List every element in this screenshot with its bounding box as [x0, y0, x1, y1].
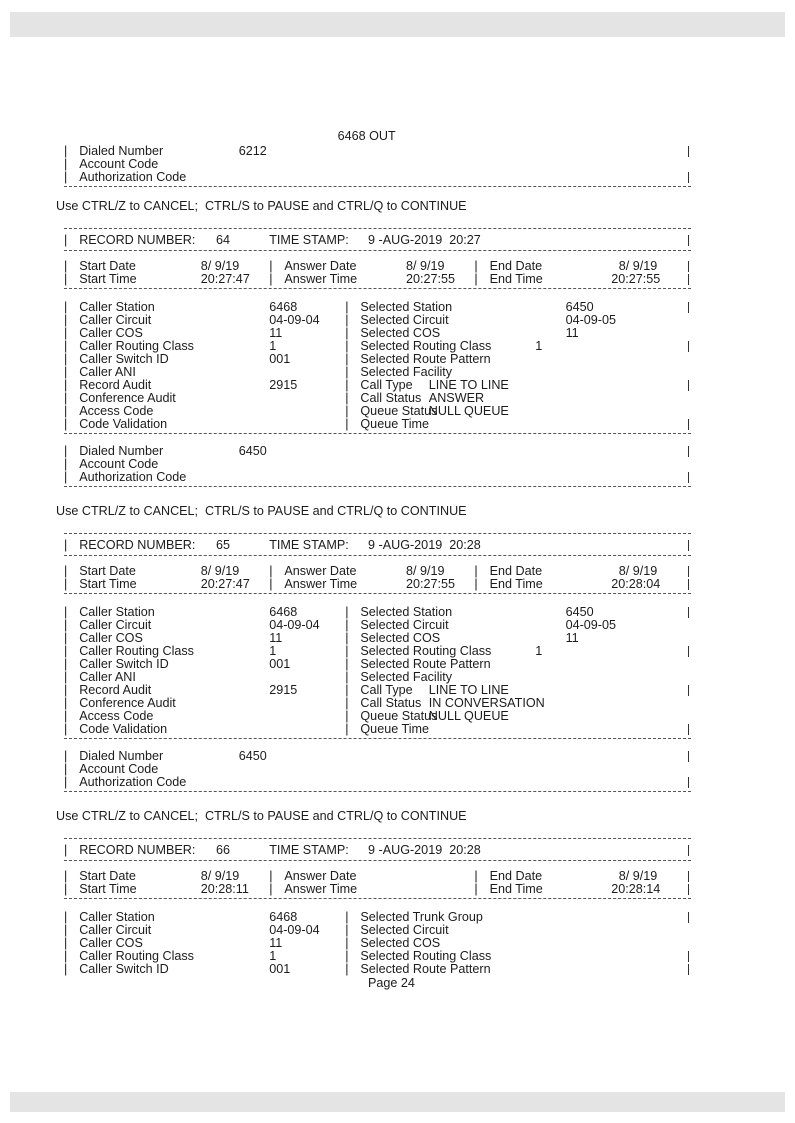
selected-field-label: Selected Route Pattern — [360, 657, 491, 671]
answer-time-value: 20:27:55 — [406, 577, 456, 591]
border-pipe: | — [64, 775, 68, 789]
dashed-separator — [64, 250, 691, 251]
dashed-separator — [64, 555, 691, 556]
border-pipe: | — [345, 696, 349, 710]
selected-field-value: 11 — [565, 326, 579, 340]
border-pipe: | — [64, 339, 68, 353]
end-time-value: 20:28:14 — [611, 882, 661, 896]
end-time-value: 20:28:04 — [611, 577, 661, 591]
border-pipe: | — [64, 457, 68, 471]
border-pipe: | — [345, 339, 349, 353]
end-date-value: 8/ 9/19 — [618, 259, 658, 273]
selected-field-value: 04-09-05 — [565, 313, 617, 327]
record-number-label: RECORD NUMBER: — [79, 538, 196, 552]
selected-field-label: Queue Time — [360, 722, 429, 736]
selected-field-value: NULL QUEUE — [428, 404, 509, 418]
border-pipe — [688, 380, 689, 391]
end-date-label: End Date — [489, 564, 543, 578]
selected-field-value: LINE TO LINE — [428, 378, 509, 392]
border-pipe: | — [269, 577, 273, 591]
end-time-label: End Time — [489, 577, 543, 591]
caller-field-value: 04-09-04 — [269, 618, 320, 632]
border-pipe: | — [345, 936, 349, 950]
dashed-separator — [64, 288, 691, 289]
border-pipe: | — [345, 722, 349, 736]
caller-field-label: Caller ANI — [79, 365, 136, 379]
border-pipe: | — [64, 869, 68, 883]
border-pipe — [688, 419, 689, 430]
dialed-number-label: Dialed Number — [79, 444, 164, 458]
record-number-value: 66 — [216, 843, 231, 857]
border-pipe: | — [474, 882, 478, 896]
end-date-label: End Date — [489, 869, 543, 883]
border-pipe — [688, 579, 689, 590]
record-number-value: 64 — [216, 233, 231, 247]
selected-field-value: NULL QUEUE — [428, 709, 509, 723]
timestamp-value: 9 -AUG-2019 20:27 — [368, 233, 481, 247]
border-pipe: | — [345, 683, 349, 697]
end-date-value: 8/ 9/19 — [618, 564, 658, 578]
border-pipe: | — [64, 882, 68, 896]
selected-field-label: Selected Route Pattern — [360, 352, 491, 366]
selected-field-label: Queue Status — [360, 404, 438, 418]
border-pipe: | — [345, 300, 349, 314]
selected-field-label: Call Type — [360, 378, 413, 392]
border-pipe — [688, 274, 689, 285]
start-time-label: Start Time — [79, 272, 137, 286]
selected-field-label: Selected Facility — [360, 365, 453, 379]
selected-field-label: Selected Routing Class — [360, 339, 492, 353]
border-pipe: | — [345, 631, 349, 645]
authorization-code-label: Authorization Code — [79, 470, 187, 484]
start-time-value: 20:27:47 — [200, 272, 250, 286]
caller-field-value: 1 — [269, 339, 277, 353]
answer-time-label: Answer Time — [284, 577, 358, 591]
border-pipe: | — [64, 577, 68, 591]
border-pipe: | — [64, 157, 68, 171]
caller-field-value: 11 — [269, 936, 283, 950]
account-code-label: Account Code — [79, 457, 159, 471]
border-pipe: | — [64, 378, 68, 392]
border-pipe: | — [474, 564, 478, 578]
caller-field-label: Caller Station — [79, 910, 155, 924]
border-pipe: | — [64, 949, 68, 963]
border-pipe — [688, 261, 689, 272]
border-pipe: | — [64, 444, 68, 458]
border-pipe — [688, 964, 689, 975]
selected-field-value: 6450 — [565, 605, 594, 619]
start-date-value: 8/ 9/19 — [200, 869, 240, 883]
start-date-label: Start Date — [79, 869, 136, 883]
border-pipe: | — [269, 259, 273, 273]
dashed-separator — [64, 533, 691, 534]
answer-time-label: Answer Time — [284, 882, 358, 896]
timestamp-value: 9 -AUG-2019 20:28 — [368, 843, 481, 857]
start-time-label: Start Time — [79, 882, 137, 896]
border-pipe: | — [64, 709, 68, 723]
border-pipe — [688, 845, 689, 856]
caller-field-value: 04-09-04 — [269, 313, 320, 327]
dialed-number-value: 6450 — [238, 749, 267, 763]
border-pipe: | — [64, 910, 68, 924]
border-pipe: | — [64, 670, 68, 684]
selected-field-label: Selected Circuit — [360, 618, 449, 632]
border-pipe — [688, 777, 689, 788]
selected-field-label: Selected Routing Class — [360, 644, 492, 658]
border-pipe: | — [64, 564, 68, 578]
border-pipe — [688, 951, 689, 962]
border-pipe: | — [474, 869, 478, 883]
start-time-value: 20:28:11 — [200, 882, 249, 896]
caller-field-value: 6468 — [269, 300, 298, 314]
caller-field-label: Caller Routing Class — [79, 339, 194, 353]
end-time-label: End Time — [489, 882, 543, 896]
border-pipe: | — [64, 313, 68, 327]
caller-field-label: Caller Circuit — [79, 313, 152, 327]
record-number-label: RECORD NUMBER: — [79, 233, 196, 247]
border-pipe — [688, 146, 689, 157]
border-pipe: | — [64, 538, 68, 552]
border-pipe: | — [64, 417, 68, 431]
dialed-number-value: 6212 — [238, 144, 267, 158]
caller-field-label: Caller COS — [79, 936, 143, 950]
border-pipe: | — [345, 313, 349, 327]
dashed-separator — [64, 738, 691, 739]
end-date-label: End Date — [489, 259, 543, 273]
caller-field-value: 6468 — [269, 910, 298, 924]
timestamp-label: TIME STAMP: — [269, 843, 349, 857]
selected-field-label: Selected Trunk Group — [360, 910, 483, 924]
timestamp-label: TIME STAMP: — [269, 538, 349, 552]
end-time-label: End Time — [489, 272, 543, 286]
border-pipe: | — [64, 470, 68, 484]
start-time-value: 20:27:47 — [200, 577, 250, 591]
border-pipe: | — [269, 564, 273, 578]
caller-field-value: 001 — [269, 352, 291, 366]
selected-field-label: Call Status — [360, 391, 422, 405]
caller-field-value: 001 — [269, 657, 291, 671]
border-pipe: | — [345, 644, 349, 658]
dashed-separator — [64, 486, 691, 487]
border-pipe: | — [64, 259, 68, 273]
border-pipe: | — [345, 923, 349, 937]
dialed-number-value: 6450 — [238, 444, 267, 458]
answer-time-label: Answer Time — [284, 272, 358, 286]
caller-field-label: Caller COS — [79, 326, 143, 340]
border-pipe: | — [64, 923, 68, 937]
scan-top-band — [10, 12, 785, 37]
caller-field-value: 1 — [269, 949, 277, 963]
timestamp-value: 9 -AUG-2019 20:28 — [368, 538, 481, 552]
answer-date-label: Answer Date — [284, 869, 357, 883]
border-pipe: | — [345, 378, 349, 392]
selected-field-label: Selected Circuit — [360, 923, 449, 937]
account-code-label: Account Code — [79, 157, 159, 171]
answer-date-value: 8/ 9/19 — [406, 564, 445, 578]
caller-field-label: Conference Audit — [79, 696, 176, 710]
border-pipe: | — [345, 670, 349, 684]
border-pipe: | — [64, 300, 68, 314]
selected-field-value: 1 — [535, 339, 543, 353]
border-pipe — [688, 341, 689, 352]
border-pipe: | — [345, 417, 349, 431]
selected-field-label: Selected COS — [360, 631, 441, 645]
border-pipe — [688, 751, 689, 762]
border-pipe: | — [474, 259, 478, 273]
caller-field-label: Caller Station — [79, 300, 155, 314]
border-pipe: | — [345, 365, 349, 379]
caller-field-label: Code Validation — [79, 722, 168, 736]
caller-field-label: Access Code — [79, 404, 154, 418]
answer-date-label: Answer Date — [284, 259, 357, 273]
dashed-separator — [64, 898, 691, 899]
border-pipe: | — [64, 936, 68, 950]
caller-field-label: Caller Circuit — [79, 923, 152, 937]
page-number: Page 24 — [368, 976, 415, 990]
border-pipe: | — [64, 962, 68, 976]
dashed-separator — [64, 860, 691, 861]
caller-field-label: Record Audit — [79, 378, 152, 392]
selected-field-label: Selected Station — [360, 300, 453, 314]
border-pipe: | — [64, 696, 68, 710]
cancel-prompt-text: Use CTRL/Z to CANCEL; CTRL/S to PAUSE and CTRL/Q to CONTINUE — [56, 809, 467, 823]
selected-field-value: 04-09-05 — [565, 618, 617, 632]
selected-field-label: Selected Route Pattern — [360, 962, 491, 976]
account-code-label: Account Code — [79, 762, 159, 776]
border-pipe — [688, 235, 689, 246]
dashed-separator — [64, 791, 691, 792]
border-pipe: | — [64, 352, 68, 366]
border-pipe: | — [64, 233, 68, 247]
selected-field-label: Queue Time — [360, 417, 429, 431]
selected-field-value: 6450 — [565, 300, 594, 314]
border-pipe: | — [64, 272, 68, 286]
selected-field-value: ANSWER — [428, 391, 485, 405]
cancel-prompt-text: Use CTRL/Z to CANCEL; CTRL/S to PAUSE and CTRL/Q to CONTINUE — [56, 504, 467, 518]
border-pipe: | — [345, 962, 349, 976]
border-pipe: | — [64, 749, 68, 763]
caller-field-label: Record Audit — [79, 683, 152, 697]
border-pipe — [688, 646, 689, 657]
selected-field-value: LINE TO LINE — [428, 683, 509, 697]
caller-field-label: Conference Audit — [79, 391, 176, 405]
dashed-separator — [64, 186, 691, 187]
border-pipe: | — [64, 391, 68, 405]
caller-field-label: Code Validation — [79, 417, 168, 431]
border-pipe: | — [345, 391, 349, 405]
end-date-value: 8/ 9/19 — [618, 869, 658, 883]
selected-field-label: Call Status — [360, 696, 422, 710]
border-pipe: | — [64, 605, 68, 619]
border-pipe — [688, 566, 689, 577]
border-pipe: | — [345, 605, 349, 619]
answer-date-value: 8/ 9/19 — [406, 259, 445, 273]
border-pipe — [688, 912, 689, 923]
caller-field-value: 11 — [269, 631, 283, 645]
caller-field-value: 11 — [269, 326, 283, 340]
dialed-number-label: Dialed Number — [79, 749, 164, 763]
border-pipe: | — [64, 404, 68, 418]
caller-field-value: 04-09-04 — [269, 923, 320, 937]
dashed-separator — [64, 593, 691, 594]
scan-bottom-band — [10, 1092, 785, 1112]
caller-field-label: Caller ANI — [79, 670, 136, 684]
selected-field-label: Selected COS — [360, 326, 441, 340]
selected-field-label: Selected Facility — [360, 670, 453, 684]
border-pipe — [688, 540, 689, 551]
answer-date-label: Answer Date — [284, 564, 357, 578]
border-pipe: | — [64, 683, 68, 697]
dashed-separator — [64, 228, 691, 229]
answer-time-value: 20:27:55 — [406, 272, 456, 286]
border-pipe: | — [64, 644, 68, 658]
cancel-prompt-text: Use CTRL/Z to CANCEL; CTRL/S to PAUSE and CTRL/Q to CONTINUE — [56, 199, 467, 213]
border-pipe: | — [64, 722, 68, 736]
border-pipe: | — [345, 709, 349, 723]
border-pipe: | — [64, 762, 68, 776]
caller-field-label: Caller COS — [79, 631, 143, 645]
border-pipe: | — [345, 949, 349, 963]
selected-field-label: Selected Station — [360, 605, 453, 619]
border-pipe — [688, 172, 689, 183]
border-pipe — [688, 871, 689, 882]
border-pipe: | — [474, 577, 478, 591]
caller-field-label: Caller Routing Class — [79, 644, 194, 658]
timestamp-label: TIME STAMP: — [269, 233, 349, 247]
border-pipe — [688, 724, 689, 735]
border-pipe: | — [64, 631, 68, 645]
selected-field-label: Queue Status — [360, 709, 438, 723]
border-pipe: | — [345, 326, 349, 340]
border-pipe: | — [64, 365, 68, 379]
caller-field-label: Caller Circuit — [79, 618, 152, 632]
dashed-separator — [64, 838, 691, 839]
authorization-code-label: Authorization Code — [79, 775, 187, 789]
authorization-code-label: Authorization Code — [79, 170, 187, 184]
caller-field-value: 2915 — [269, 683, 298, 697]
caller-field-value: 001 — [269, 962, 291, 976]
border-pipe: | — [474, 272, 478, 286]
border-pipe: | — [64, 170, 68, 184]
caller-field-value: 1 — [269, 644, 277, 658]
border-pipe: | — [64, 144, 68, 158]
border-pipe — [688, 884, 689, 895]
selected-field-label: Selected Routing Class — [360, 949, 492, 963]
dashed-separator — [64, 433, 691, 434]
border-pipe: | — [64, 843, 68, 857]
end-time-value: 20:27:55 — [611, 272, 661, 286]
border-pipe: | — [345, 910, 349, 924]
selected-field-value: IN CONVERSATION — [428, 696, 545, 710]
border-pipe: | — [345, 657, 349, 671]
border-pipe: | — [269, 882, 273, 896]
caller-field-label: Caller Switch ID — [79, 962, 169, 976]
caller-field-label: Caller Routing Class — [79, 949, 194, 963]
border-pipe: | — [345, 404, 349, 418]
start-time-label: Start Time — [79, 577, 137, 591]
border-pipe — [688, 446, 689, 457]
caller-field-label: Caller Switch ID — [79, 352, 169, 366]
selected-field-value: 1 — [535, 644, 543, 658]
border-pipe: | — [64, 657, 68, 671]
caller-field-label: Caller Station — [79, 605, 155, 619]
border-pipe — [688, 472, 689, 483]
border-pipe — [688, 685, 689, 696]
border-pipe: | — [64, 326, 68, 340]
page-title: 6468 OUT — [337, 129, 396, 143]
start-date-value: 8/ 9/19 — [200, 564, 240, 578]
border-pipe — [688, 607, 689, 618]
border-pipe — [688, 302, 689, 313]
border-pipe: | — [345, 352, 349, 366]
start-date-label: Start Date — [79, 564, 136, 578]
record-number-label: RECORD NUMBER: — [79, 843, 196, 857]
selected-field-label: Call Type — [360, 683, 413, 697]
dialed-number-label: Dialed Number — [79, 144, 164, 158]
start-date-label: Start Date — [79, 259, 136, 273]
caller-field-label: Access Code — [79, 709, 154, 723]
caller-field-value: 2915 — [269, 378, 298, 392]
record-number-value: 65 — [216, 538, 231, 552]
selected-field-label: Selected COS — [360, 936, 441, 950]
caller-field-label: Caller Switch ID — [79, 657, 169, 671]
border-pipe: | — [269, 869, 273, 883]
caller-field-value: 6468 — [269, 605, 298, 619]
border-pipe: | — [269, 272, 273, 286]
start-date-value: 8/ 9/19 — [200, 259, 240, 273]
border-pipe: | — [64, 618, 68, 632]
selected-field-value: 11 — [565, 631, 579, 645]
selected-field-label: Selected Circuit — [360, 313, 449, 327]
border-pipe: | — [345, 618, 349, 632]
